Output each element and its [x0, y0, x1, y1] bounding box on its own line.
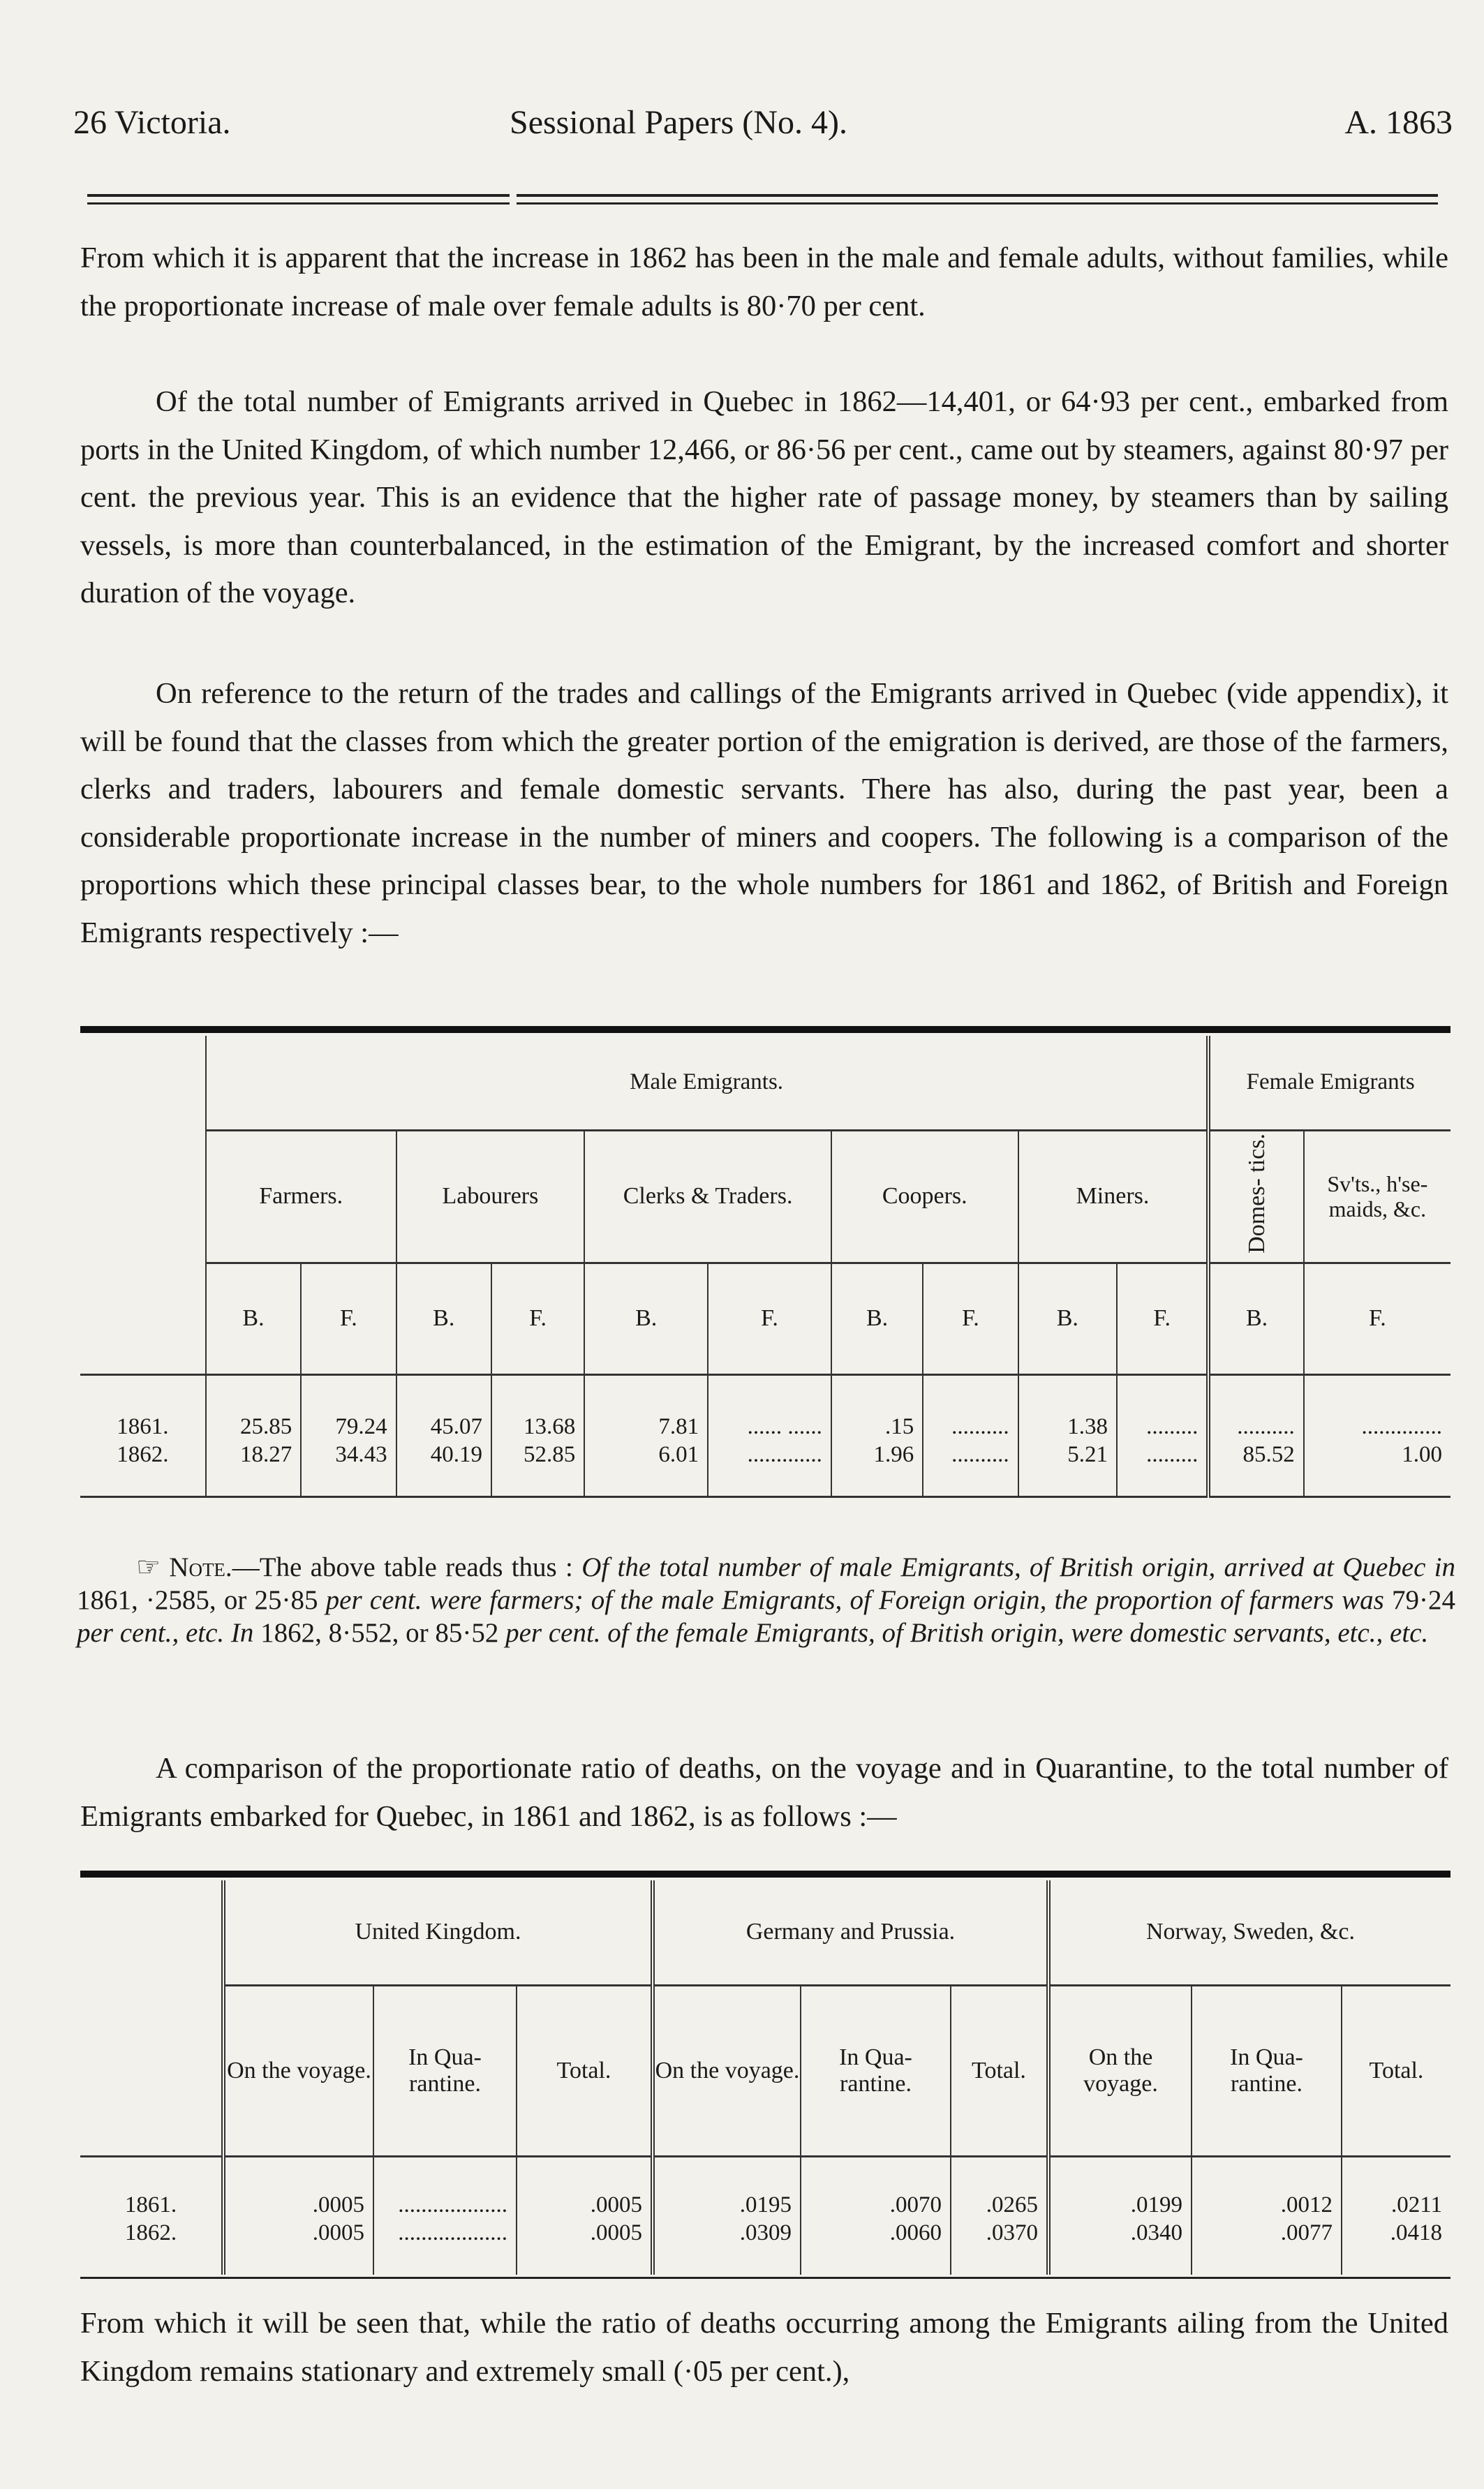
norway-sweden-header: Norway, Sweden, &c. — [1048, 1880, 1450, 1985]
paragraph-4: A comparison of the proportionate ratio of deaths, on the voyage and in Quarantine, to the total number of Emigrants embarked for Quebec, in 1861 and 1862, is as follows :— — [80, 1752, 1448, 1833]
table-note: ☞ Note.—The above table reads thus : Of the total number of male Emigrants, of British origin, arrived at Quebec in 1861, ·2585, or 25·85 per cent. were farmers; of the male Emigrants, of Foreign origin, the proportion of farmers was 79·24 per cent., etc. In 1862, 8·552, or 85·52 per cent. of the female Emigrants, of British origin, were domestic servants, etc., etc. — [77, 1552, 1456, 1648]
occupation-table — [80, 1026, 1450, 1498]
mortality-table — [80, 1871, 1450, 2275]
col-b: B. — [1208, 1263, 1303, 1374]
col-f: F. — [923, 1263, 1018, 1374]
pointing-hand-icon: ☞ — [136, 1552, 161, 1582]
paragraph-3: On reference to the return of the trades and callings of the Emigrants arrived in Quebec (vide appendix), it will be found that the classes from which the greater portion of the emigration is derived, are those of the farmers, clerks and traders, labourers and female domestic servants. There has also, during the past year, been a considerable proportionate increase in the number of miners and coopers. The following is a comparison of the proportions which these principal classes bear, to the whole numbers for 1861 and 1862, of British and Foreign Emigrants respectively :— — [80, 677, 1448, 949]
paragraph-1: From which it is apparent that the increase in 1862 has been in the male and female adults, without families, while the proportionate increase of male over female adults is 80·70 per cent. — [80, 242, 1448, 322]
female-emigrants-header: Female Emigrants — [1208, 1036, 1450, 1130]
servants-header: Sv'ts., h'se- maids, &c. — [1304, 1130, 1450, 1263]
page-header — [73, 103, 1453, 159]
germany-prussia-header: Germany and Prussia. — [653, 1880, 1048, 1985]
in-quarantine-header: In Qua- rantine. — [373, 1985, 517, 2156]
header-rule — [87, 194, 510, 205]
col-b: B. — [206, 1263, 301, 1374]
male-emigrants-header: Male Emigrants. — [206, 1036, 1209, 1130]
in-quarantine-header: In Qua- rantine. — [801, 1985, 951, 2156]
paragraph-5: From which it will be seen that, while the ratio of deaths occurring among the Emigrants ailing from the United Kingdom remains stationary and extremely small (·05 per cent.), — [80, 2307, 1448, 2388]
col-b: B. — [584, 1263, 708, 1374]
total-header: Total. — [517, 1985, 653, 2156]
session-label: 26 Victoria. — [73, 104, 231, 141]
coopers-header: Coopers. — [831, 1130, 1018, 1263]
total-header: Total. — [951, 1985, 1048, 2156]
paragraph-2: Of the total number of Emigrants arrived in Quebec in 1862—14,401, or 64·93 per cent., embarked from ports in the United Kingdom, of which number 12,466, or 86·56 per cent., came out by steamers, against 80·97 per cent. the previous year. This is an evidence that the higher rate of passage money, by steamers than by sailing vessels, is more than counterbalanced, in the estimation of the Emigrant, by the increased comfort and shorter duration of the voyage. — [80, 385, 1448, 609]
domestics-header: Domes- tics. — [1208, 1130, 1303, 1263]
clerks-traders-header: Clerks & Traders. — [584, 1130, 831, 1263]
table-row: 1862. 18.27 34.43 40.19 52.85 6.01 ............. 1.96 .......... 5.21 ......... 85.52 1.00 — [80, 1441, 1450, 1469]
on-voyage-header: On the voyage. — [223, 1985, 373, 2156]
col-b: B. — [396, 1263, 491, 1374]
col-f: F. — [1304, 1263, 1450, 1374]
total-header: Total. — [1342, 1985, 1450, 2156]
table-bottom-rule — [80, 2277, 1450, 2279]
col-b: B. — [1018, 1263, 1117, 1374]
table-row: 1861. 25.85 79.24 45.07 13.68 7.81 ...... ...... .15 .......... 1.38 ......... .......... .............. — [80, 1413, 1450, 1441]
on-voyage-header: On the voyage. — [1048, 1985, 1192, 2156]
labourers-header: Labourers — [396, 1130, 585, 1263]
on-voyage-header: On the voyage. — [653, 1985, 801, 2156]
table-row: 1862. .0005 ................... .0005 .0309 .0060 .0370 .0340 .0077 .0418 — [80, 2219, 1450, 2247]
header-rule — [517, 194, 1438, 205]
publication-title: Sessional Papers (No. 4). — [510, 104, 847, 141]
table-row: 1861. .0005 ................... .0005 .0195 .0070 .0265 .0199 .0012 .0211 — [80, 2191, 1450, 2219]
year-label: A. 1863 — [1344, 104, 1453, 141]
col-b: B. — [831, 1263, 923, 1374]
col-f: F. — [491, 1263, 584, 1374]
farmers-header: Farmers. — [206, 1130, 396, 1263]
col-f: F. — [1117, 1263, 1208, 1374]
united-kingdom-header: United Kingdom. — [223, 1880, 653, 1985]
col-f: F. — [301, 1263, 396, 1374]
in-quarantine-header: In Qua- rantine. — [1192, 1985, 1342, 2156]
col-f: F. — [708, 1263, 831, 1374]
miners-header: Miners. — [1018, 1130, 1209, 1263]
